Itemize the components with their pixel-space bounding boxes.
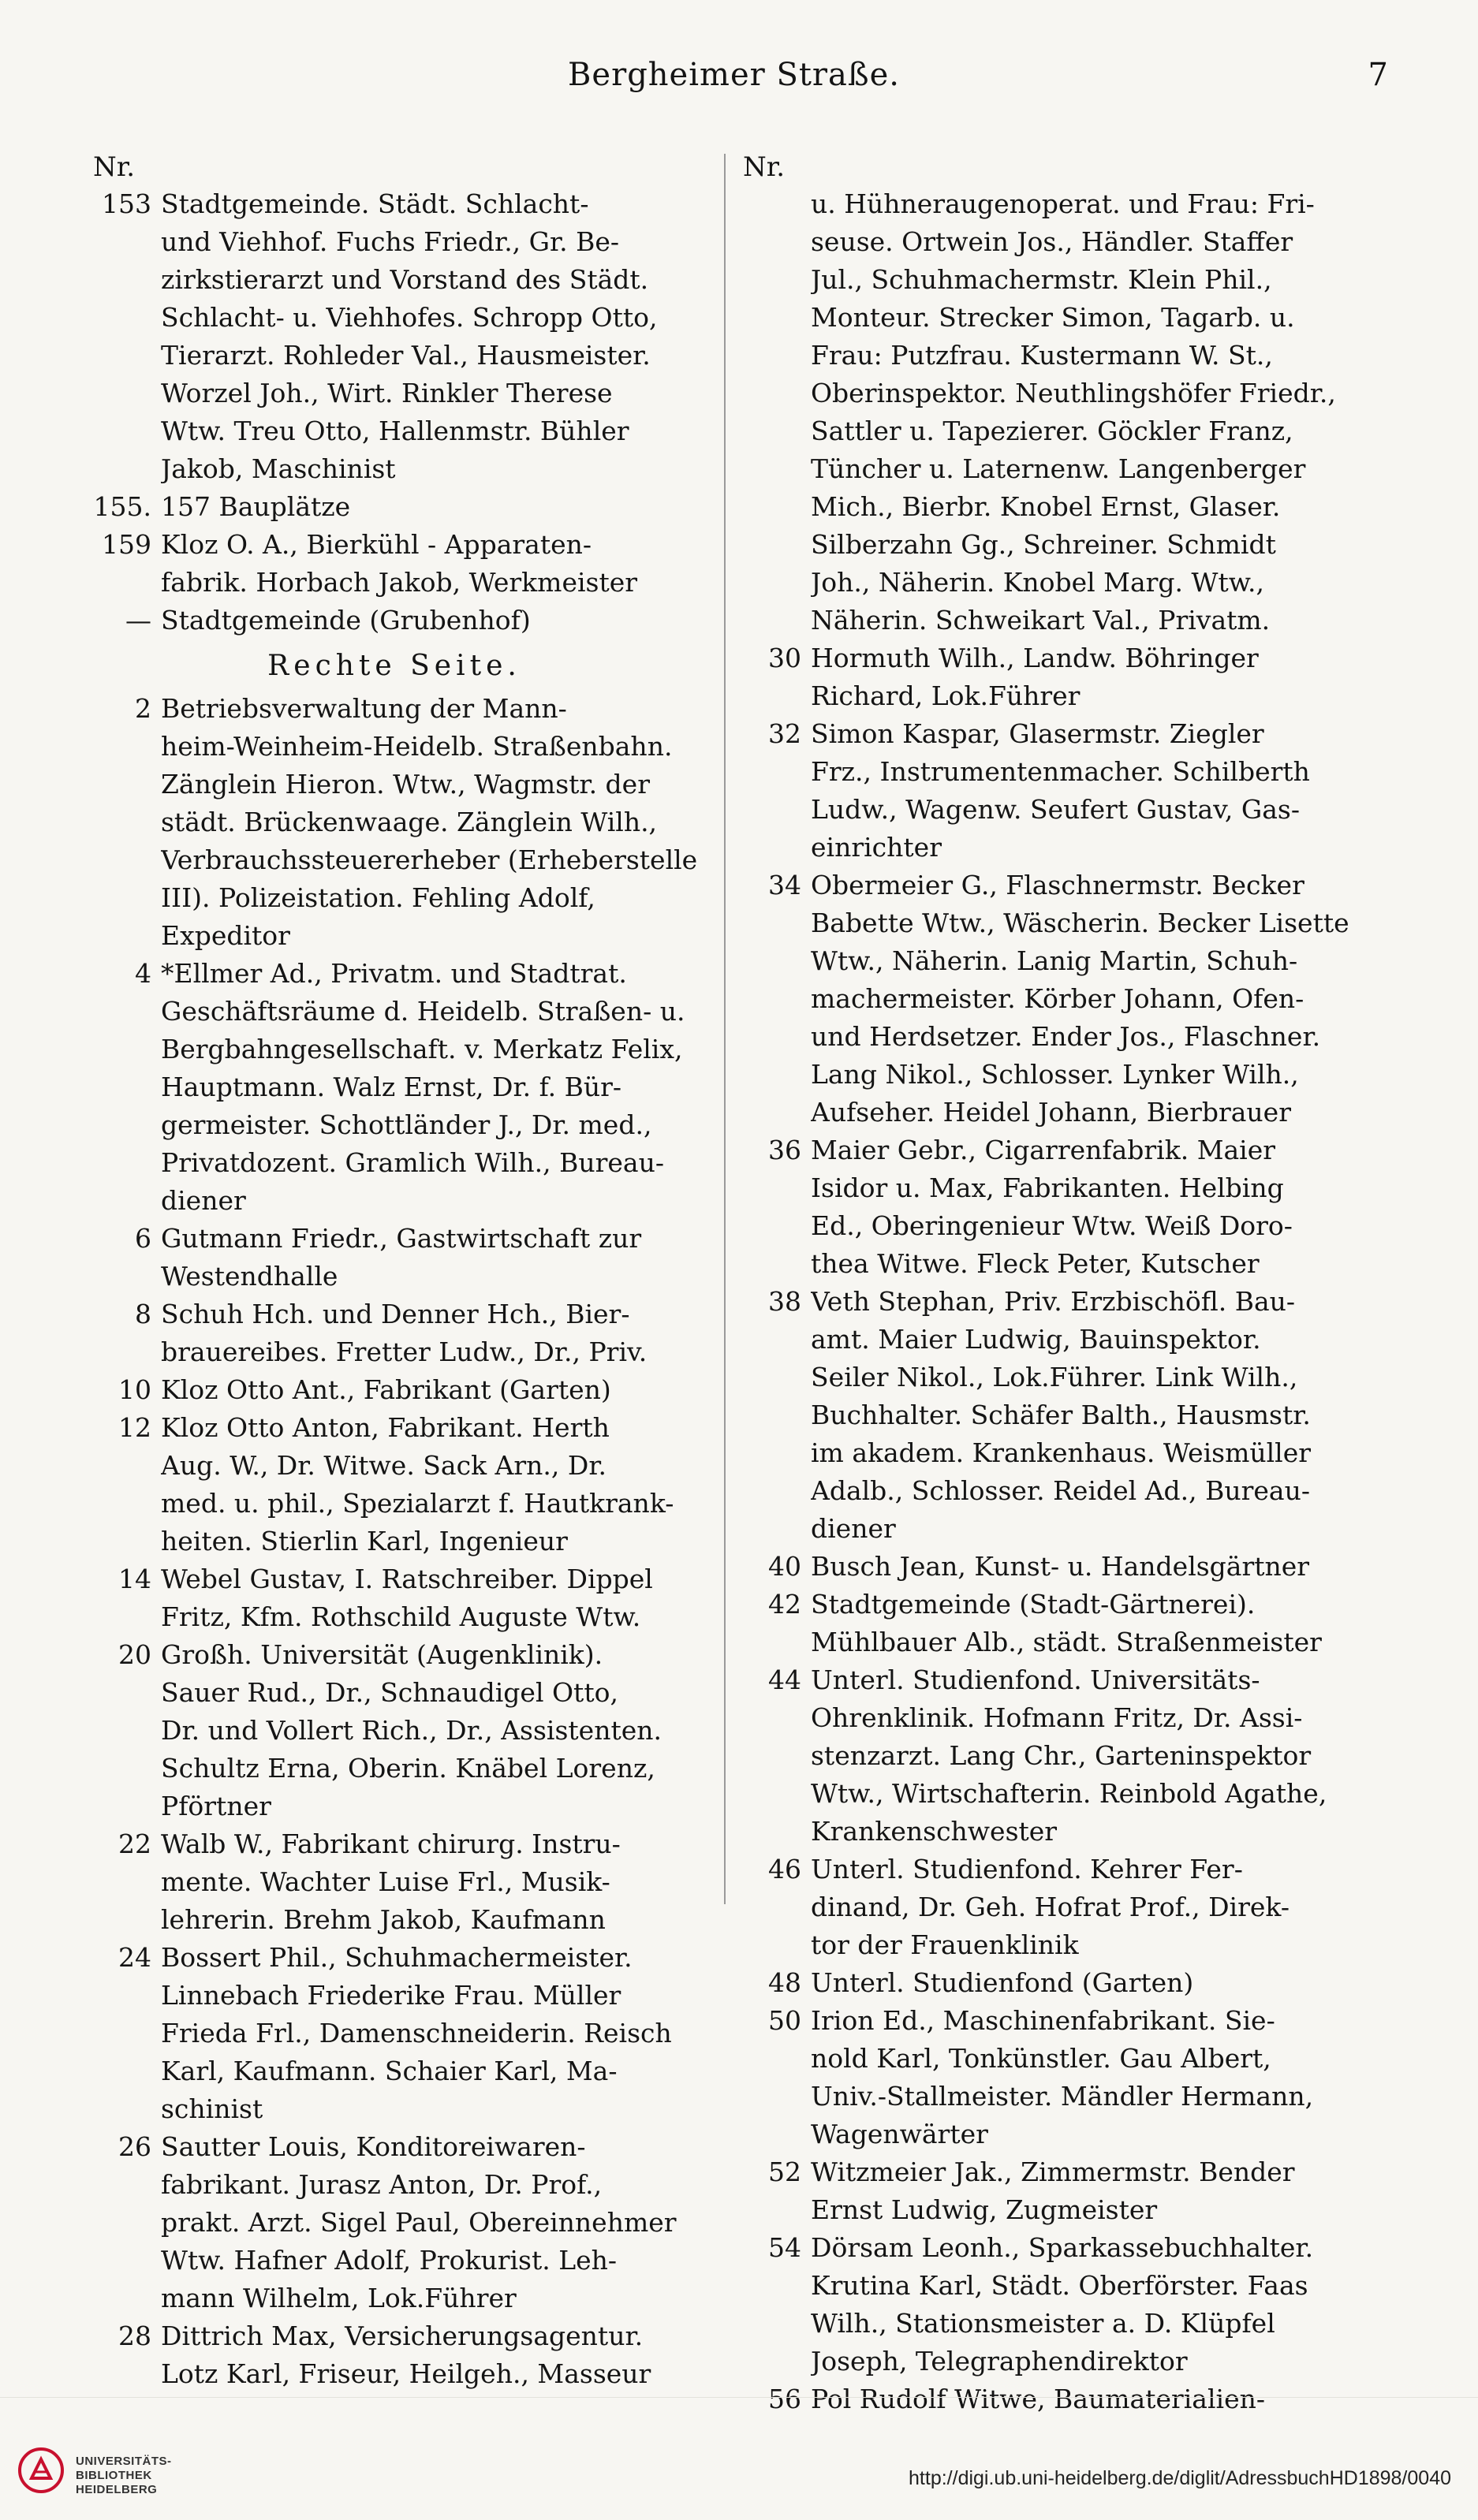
entry-line: Sauer Rud., Dr., Schnaudigel Otto, bbox=[161, 1677, 618, 1708]
entry-line: Stadtgemeinde. Städt. Schlacht- bbox=[161, 188, 589, 219]
directory-entry bbox=[79, 690, 710, 955]
house-number: 38 bbox=[768, 1286, 801, 1317]
house-number: 12 bbox=[118, 1412, 151, 1443]
entry-text bbox=[161, 185, 710, 488]
entry-text bbox=[161, 1560, 710, 1636]
nr-label: Nr. bbox=[93, 151, 136, 183]
directory-entry bbox=[79, 185, 710, 488]
entry-line: Näherin. Schweikart Val., Privatm. bbox=[811, 605, 1271, 636]
entry-text bbox=[161, 2128, 710, 2317]
entry-text bbox=[161, 1939, 710, 2128]
entry-line: Irion Ed., Maschinenfabrikant. Sie- bbox=[811, 2005, 1275, 2036]
entry-line: Sautter Louis, Konditoreiwaren- bbox=[161, 2131, 586, 2162]
entry-line: schinist bbox=[161, 2093, 263, 2124]
entry-line: Geschäftsräume d. Heidelb. Straßen- u. bbox=[161, 996, 685, 1027]
entry-text bbox=[811, 1661, 1360, 1851]
entry-line: Privatdozent. Gramlich Wilh., Bureau- bbox=[161, 1147, 665, 1178]
directory-entry bbox=[79, 1560, 710, 1636]
entry-line: Expeditor bbox=[161, 920, 290, 951]
entry-text bbox=[811, 639, 1360, 715]
entry-line: Betriebsverwaltung der Mann- bbox=[161, 693, 567, 724]
entry-text bbox=[811, 1131, 1360, 1283]
left-entries-bottom bbox=[79, 690, 710, 2393]
directory-entry bbox=[729, 1131, 1360, 1283]
entry-text bbox=[161, 690, 710, 955]
entry-line: Tüncher u. Laternenw. Langenberger bbox=[811, 453, 1306, 484]
entry-text bbox=[161, 2317, 710, 2393]
entry-line: brauereibes. Fretter Ludw., Dr., Priv. bbox=[161, 1336, 648, 1367]
house-number: 36 bbox=[768, 1135, 801, 1165]
entry-line: Hauptmann. Walz Ernst, Dr. f. Bür- bbox=[161, 1072, 622, 1102]
directory-entry bbox=[79, 2317, 710, 2393]
entry-text bbox=[161, 1825, 710, 1939]
entry-line: Unterl. Studienfond. Kehrer Fer- bbox=[811, 1854, 1243, 1884]
entry-line: Schuh Hch. und Denner Hch., Bier- bbox=[161, 1299, 630, 1329]
entry-text bbox=[811, 1548, 1360, 1586]
entry-line: im akadem. Krankenhaus. Weismüller bbox=[811, 1437, 1312, 1468]
entry-line: Stadtgemeinde (Grubenhof) bbox=[161, 605, 531, 636]
entry-text bbox=[161, 602, 710, 639]
directory-entry bbox=[729, 1586, 1360, 1661]
entry-text bbox=[811, 867, 1360, 1131]
entry-line: Mich., Bierbr. Knobel Ernst, Glaser. bbox=[811, 491, 1281, 522]
entry-line: Kloz O. A., Bierkühl - Apparaten- bbox=[161, 529, 592, 560]
directory-entry bbox=[729, 2229, 1360, 2380]
entry-line: Lotz Karl, Friseur, Heilgeh., Masseur bbox=[161, 2358, 651, 2389]
directory-entry bbox=[729, 185, 1360, 639]
entry-line: Joh., Näherin. Knobel Marg. Wtw., bbox=[811, 567, 1265, 598]
house-number: 24 bbox=[118, 1942, 151, 1973]
entry-line: stenzarzt. Lang Chr., Garteninspektor bbox=[811, 1740, 1312, 1771]
entry-line: Joseph, Telegraphendirektor bbox=[811, 2346, 1188, 2376]
entry-line: Frau: Putzfrau. Kustermann W. St., bbox=[811, 340, 1273, 371]
entry-line: und Herdsetzer. Ender Jos., Flaschner. bbox=[811, 1021, 1321, 1052]
entry-line: Wagenwärter bbox=[811, 2119, 988, 2149]
house-number: 6 bbox=[135, 1223, 151, 1254]
entry-line: III). Polizeistation. Fehling Adolf, bbox=[161, 882, 595, 913]
entry-line: Aufseher. Heidel Johann, Bierbrauer bbox=[811, 1097, 1291, 1128]
directory-entry bbox=[79, 1371, 710, 1409]
directory-entry bbox=[79, 526, 710, 602]
entry-text bbox=[811, 715, 1360, 867]
entry-line: Unterl. Studienfond (Garten) bbox=[811, 1967, 1194, 1998]
entry-line: Witzmeier Jak., Zimmermstr. Bender bbox=[811, 2157, 1295, 2187]
section-heading: Rechte Seite. bbox=[267, 650, 521, 682]
entry-line: Jakob, Maschinist bbox=[161, 453, 396, 484]
entry-line: Webel Gustav, I. Ratschreiber. Dippel bbox=[161, 1564, 653, 1594]
entry-line: Krankenschwester bbox=[811, 1816, 1058, 1847]
entry-line: Worzel Joh., Wirt. Rinkler Therese bbox=[161, 378, 613, 408]
entry-line: u. Hühneraugenoperat. und Frau: Fri- bbox=[811, 188, 1315, 219]
entry-line: Gutmann Friedr., Gastwirtschaft zur bbox=[161, 1223, 642, 1254]
entry-text bbox=[811, 1283, 1360, 1548]
entry-line: Wtw., Wirtschafterin. Reinbold Agathe, bbox=[811, 1778, 1327, 1809]
house-number: 40 bbox=[768, 1551, 801, 1582]
entry-line: prakt. Arzt. Sigel Paul, Obereinnehmer bbox=[161, 2207, 677, 2238]
library-name-line: HEIDELBERG bbox=[76, 2483, 158, 2496]
entry-text bbox=[161, 1636, 710, 1825]
entry-line: Dörsam Leonh., Sparkassebuchhalter. bbox=[811, 2232, 1314, 2263]
entry-line: diener bbox=[811, 1513, 896, 1544]
house-number: 34 bbox=[768, 870, 801, 900]
entry-line: Mühlbauer Alb., städt. Straßenmeister bbox=[811, 1627, 1322, 1657]
entry-line: *Ellmer Ad., Privatm. und Stadtrat. bbox=[161, 958, 627, 989]
entry-text bbox=[811, 185, 1360, 639]
house-number: 44 bbox=[768, 1664, 801, 1695]
entry-line: amt. Maier Ludwig, Bauinspektor. bbox=[811, 1324, 1261, 1355]
entry-line: Bergbahngesellschaft. v. Merkatz Felix, bbox=[161, 1034, 683, 1064]
entry-line: machermeister. Körber Johann, Ofen- bbox=[811, 983, 1304, 1014]
directory-entry bbox=[79, 602, 710, 639]
entry-line: Stadtgemeinde (Stadt-Gärtnerei). bbox=[811, 1589, 1256, 1620]
house-number: 153 bbox=[102, 188, 151, 219]
entry-line: zirkstierarzt und Vorstand des Städt. bbox=[161, 264, 649, 295]
entry-line: Ed., Oberingenieur Wtw. Weiß Doro- bbox=[811, 1210, 1293, 1241]
entry-line: Busch Jean, Kunst- u. Handelsgärtner bbox=[811, 1551, 1310, 1582]
directory-entry bbox=[729, 1851, 1360, 1964]
entry-line: lehrerin. Brehm Jakob, Kaufmann bbox=[161, 1904, 606, 1935]
entry-line: Silberzahn Gg., Schreiner. Schmidt bbox=[811, 529, 1276, 560]
entry-line: Aug. W., Dr. Witwe. Sack Arn., Dr. bbox=[161, 1450, 607, 1481]
entry-line: Frz., Instrumentenmacher. Schilberth bbox=[811, 756, 1310, 787]
entry-line: Unterl. Studienfond. Universitäts- bbox=[811, 1664, 1260, 1695]
house-number: 32 bbox=[768, 718, 801, 749]
house-number: — bbox=[125, 605, 151, 636]
entry-text bbox=[161, 955, 710, 1220]
entry-line: Seiler Nikol., Lok.Führer. Link Wilh., bbox=[811, 1362, 1298, 1392]
directory-entry bbox=[729, 2153, 1360, 2229]
page-title: Bergheimer Straße. bbox=[568, 57, 901, 93]
nr-label: Nr. bbox=[743, 151, 786, 183]
entry-line: Ernst Ludwig, Zugmeister bbox=[811, 2194, 1158, 2225]
university-seal-icon bbox=[16, 2445, 66, 2496]
house-number: 22 bbox=[118, 1828, 151, 1859]
entry-line: Lang Nikol., Schlosser. Lynker Wilh., bbox=[811, 1059, 1299, 1090]
directory-entry bbox=[79, 1939, 710, 2128]
directory-entry bbox=[79, 2128, 710, 2317]
entry-line: Richard, Lok.Führer bbox=[811, 680, 1081, 711]
house-number: 50 bbox=[768, 2005, 801, 2036]
entry-line: nold Karl, Tonkünstler. Gau Albert, bbox=[811, 2043, 1271, 2074]
entry-line: fabrik. Horbach Jakob, Werkmeister bbox=[161, 567, 638, 598]
entry-line: Pol Rudolf Witwe, Baumaterialien- bbox=[811, 2384, 1266, 2414]
entry-text bbox=[161, 1220, 710, 1295]
house-number: 56 bbox=[768, 2384, 801, 2414]
entry-text bbox=[811, 2229, 1360, 2380]
page-footer bbox=[0, 2397, 1478, 2508]
entry-line: Monteur. Strecker Simon, Tagarb. u. bbox=[811, 302, 1295, 333]
entry-line: Maier Gebr., Cigarrenfabrik. Maier bbox=[811, 1135, 1276, 1165]
entry-line: Buchhalter. Schäfer Balth., Hausmstr. bbox=[811, 1400, 1311, 1430]
directory-entry bbox=[729, 715, 1360, 867]
entry-line: Jul., Schuhmachermstr. Klein Phil., bbox=[811, 264, 1272, 295]
entry-line: Ludw., Wagenw. Seufert Gustav, Gas- bbox=[811, 794, 1301, 825]
entry-line: Schultz Erna, Oberin. Knäbel Lorenz, bbox=[161, 1753, 655, 1784]
library-name bbox=[76, 2455, 172, 2497]
entry-text bbox=[811, 1964, 1360, 2002]
house-number: 28 bbox=[118, 2321, 151, 2351]
entry-line: heim-Weinheim-Heidelb. Straßenbahn. bbox=[161, 731, 673, 762]
right-entries bbox=[729, 185, 1360, 2418]
entry-line: germeister. Schottländer J., Dr. med., bbox=[161, 1109, 652, 1140]
entry-line: Hormuth Wilh., Landw. Böhringer bbox=[811, 643, 1259, 673]
entry-line: Kloz Otto Anton, Fabrikant. Herth bbox=[161, 1412, 610, 1443]
entry-text bbox=[161, 1295, 710, 1371]
directory-entry bbox=[79, 1220, 710, 1295]
entry-line: Babette Wtw., Wäscherin. Becker Lisette bbox=[811, 908, 1349, 938]
entry-text bbox=[811, 2153, 1360, 2229]
entry-line: med. u. phil., Spezialarzt f. Hautkrank- bbox=[161, 1488, 674, 1519]
entry-line: Pförtner bbox=[161, 1791, 271, 1821]
directory-entry bbox=[79, 1295, 710, 1371]
entry-line: Bossert Phil., Schuhmachermeister. bbox=[161, 1942, 633, 1973]
entry-line: Sattler u. Tapezierer. Göckler Franz, bbox=[811, 416, 1293, 446]
page-header bbox=[0, 57, 1478, 96]
entry-line: Wilh., Stationsmeister a. D. Klüpfel bbox=[811, 2308, 1275, 2339]
house-number: 20 bbox=[118, 1639, 151, 1670]
entry-line: Isidor u. Max, Fabrikanten. Helbing bbox=[811, 1172, 1284, 1203]
entry-line: Linnebach Friederike Frau. Müller bbox=[161, 1980, 621, 2011]
entry-line: städt. Brückenwaage. Zänglein Wilh., bbox=[161, 807, 658, 837]
entry-line: Wtw. Hafner Adolf, Prokurist. Leh- bbox=[161, 2245, 618, 2276]
house-number: 4 bbox=[135, 958, 151, 989]
entry-line: Großh. Universität (Augenklinik). bbox=[161, 1639, 603, 1670]
entry-line: seuse. Ortwein Jos., Händler. Staffer bbox=[811, 226, 1293, 257]
directory-entry bbox=[79, 1636, 710, 1825]
entry-line: einrichter bbox=[811, 832, 942, 863]
house-number: 30 bbox=[768, 643, 801, 673]
entry-line: Krutina Karl, Städt. Oberförster. Faas bbox=[811, 2270, 1308, 2301]
entry-line: Fritz, Kfm. Rothschild Auguste Wtw. bbox=[161, 1601, 641, 1632]
directory-entry bbox=[729, 1661, 1360, 1851]
entry-line: Karl, Kaufmann. Schaier Karl, Ma- bbox=[161, 2056, 618, 2086]
directory-entry bbox=[79, 1825, 710, 1939]
entry-line: Simon Kaspar, Glasermstr. Ziegler bbox=[811, 718, 1264, 749]
entry-line: Dr. und Vollert Rich., Dr., Assistenten. bbox=[161, 1715, 662, 1746]
house-number: 155. bbox=[93, 491, 151, 522]
directory-entry bbox=[729, 639, 1360, 715]
library-name-line: BIBLIOTHEK bbox=[76, 2469, 152, 2482]
entry-line: Walb W., Fabrikant chirurg. Instru- bbox=[161, 1828, 621, 1859]
house-number: 14 bbox=[118, 1564, 151, 1594]
house-number: 54 bbox=[768, 2232, 801, 2263]
entry-text bbox=[161, 1371, 710, 1409]
house-number: 42 bbox=[768, 1589, 801, 1620]
house-number: 159 bbox=[102, 529, 151, 560]
house-number: 10 bbox=[118, 1374, 151, 1405]
left-entries-top bbox=[79, 185, 710, 639]
directory-entry bbox=[729, 1548, 1360, 1586]
entry-line: und Viehhof. Fuchs Friedr., Gr. Be- bbox=[161, 226, 620, 257]
entry-line: Schlacht- u. Viehhofes. Schropp Otto, bbox=[161, 302, 658, 333]
entry-text bbox=[811, 1851, 1360, 1964]
directory-entry bbox=[729, 867, 1360, 1131]
entry-line: Adalb., Schlosser. Reidel Ad., Bureau- bbox=[811, 1475, 1311, 1506]
entry-line: Oberinspektor. Neuthlingshöfer Friedr., bbox=[811, 378, 1336, 408]
directory-entry bbox=[729, 1964, 1360, 2002]
library-name-line: UNIVERSITÄTS- bbox=[76, 2455, 172, 2468]
house-number: 48 bbox=[768, 1967, 801, 1998]
directory-entry bbox=[729, 1283, 1360, 1548]
entry-line: Wtw., Näherin. Lanig Martin, Schuh- bbox=[811, 945, 1298, 976]
page-number: 7 bbox=[1368, 57, 1388, 93]
entry-text bbox=[811, 1586, 1360, 1661]
entry-line: Wtw. Treu Otto, Hallenmstr. Bühler bbox=[161, 416, 629, 446]
entry-line: heiten. Stierlin Karl, Ingenieur bbox=[161, 1526, 568, 1556]
entry-line: Verbrauchssteuererheber (Erheberstelle bbox=[161, 844, 698, 875]
entry-line: fabrikant. Jurasz Anton, Dr. Prof., bbox=[161, 2169, 603, 2200]
entry-line: Dittrich Max, Versicherungsagentur. bbox=[161, 2321, 644, 2351]
entry-text bbox=[811, 2002, 1360, 2153]
entry-line: Zänglein Hieron. Wtw., Wagmstr. der bbox=[161, 769, 650, 800]
house-number: 8 bbox=[135, 1299, 151, 1329]
entry-text bbox=[161, 488, 710, 526]
entry-line: Westendhalle bbox=[161, 1261, 338, 1292]
entry-line: Tierarzt. Rohleder Val., Hausmeister. bbox=[161, 340, 651, 371]
column-divider bbox=[724, 154, 726, 1904]
entry-line: dinand, Dr. Geh. Hofrat Prof., Direk- bbox=[811, 1892, 1290, 1922]
entry-line: Ohrenklinik. Hofmann Fritz, Dr. Assi- bbox=[811, 1702, 1303, 1733]
entry-line: mann Wilhelm, Lok.Führer bbox=[161, 2283, 517, 2313]
entry-line: diener bbox=[161, 1185, 246, 1216]
entry-text bbox=[161, 526, 710, 602]
source-url-link[interactable]: http://digi.ub.uni-heidelberg.de/diglit/AdressbuchHD1898/0040 bbox=[909, 2467, 1451, 2489]
right-column bbox=[729, 150, 1360, 2418]
entry-line: Frieda Frl., Damenschneiderin. Reisch bbox=[161, 2018, 672, 2048]
house-number: 46 bbox=[768, 1854, 801, 1884]
entry-line: Univ.-Stallmeister. Mändler Hermann, bbox=[811, 2081, 1314, 2112]
directory-entry bbox=[79, 1409, 710, 1560]
house-number: 2 bbox=[135, 693, 151, 724]
entry-line: Veth Stephan, Priv. Erzbischöfl. Bau- bbox=[811, 1286, 1296, 1317]
directory-entry bbox=[79, 488, 710, 526]
entry-line: Obermeier G., Flaschnermstr. Becker bbox=[811, 870, 1304, 900]
entry-line: 157 Bauplätze bbox=[161, 491, 351, 522]
entry-text bbox=[161, 1409, 710, 1560]
directory-entry bbox=[79, 955, 710, 1220]
house-number: 26 bbox=[118, 2131, 151, 2162]
entry-line: Kloz Otto Ant., Fabrikant (Garten) bbox=[161, 1374, 611, 1405]
entry-line: mente. Wachter Luise Frl., Musik- bbox=[161, 1866, 610, 1897]
entry-line: tor der Frauenklinik bbox=[811, 1929, 1079, 1960]
entry-line: thea Witwe. Fleck Peter, Kutscher bbox=[811, 1248, 1260, 1279]
house-number: 52 bbox=[768, 2157, 801, 2187]
directory-entry bbox=[729, 2002, 1360, 2153]
left-column bbox=[79, 150, 710, 2393]
